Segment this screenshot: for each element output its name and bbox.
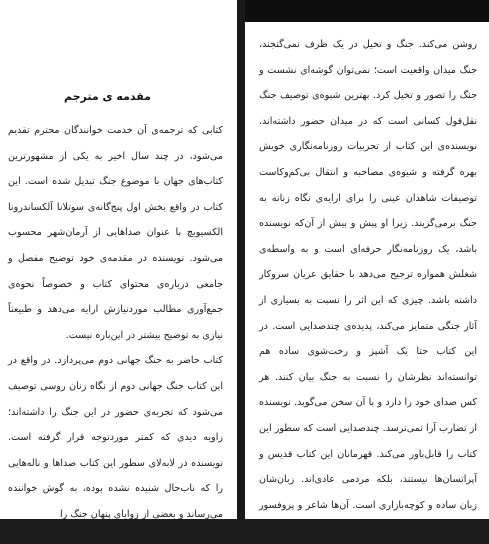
top-bar bbox=[245, 0, 489, 22]
preface-paragraph-1: کتابی که ترجمه‌ی آن خدمت خوانندگان محترم تقدیم می‌شود، در چند سال اخیر به یکی از مشهورترین کتاب‌های جهان با موضوع جنگ تبدیل شده است. این کتاب در واقع بخش اول پنج‌گانه‌ی سوتلانا آلکساندرونا الکسیویچ با عنوان صداهایی از آرمان‌شهر محسوب می‌شود. نویسنده در مقدمه‌ی خود توضیح مفصل و جامعی درباره‌ی محتوای کتاب و خصوصاً نحوه‌ی جمع‌آوری مطالب موردنیازش ارایه می‌دهد و طبیعتاً نیازی به توضیح بیشتر در این‌باره نیست. bbox=[8, 125, 223, 341]
preface-paragraph-2: کتاب حاضر به جنگ جهانی دوم می‌پردازد. در واقع در این کتاب جنگ جهانی دوم از نگاه زنان روسی توصیف می‌شود که تجربه‌ی حضور در این جنگ را داشته‌اند؛ زاویه دیدی که کمتر موردتوجه قرار گرفته است. نویسنده در لابه‌لای سطور این کتاب صداها و ناله‌هایی را که ناب‌حال شنیده نشده بوده، به گوش خواننده می‌رساند و بعضی از زوایای پنهان جنگ را bbox=[8, 355, 223, 520]
right-page bbox=[245, 0, 489, 537]
right-page-paragraph: روشن می‌کند. جنگ و تخیل در یک ظرف نمی‌گنجند، جنگ میدان واقعیت است؛ نمی‌توان گوشه‌ای نشست و جنگ را تصور و تخیل کرد. بهترین شیوه‌ی توصیف جنگ نقل‌قول کسانی است که در میدان حضور داشته‌اند. نویسنده‌ی این کتاب از تجربیات روزنامه‌نگاری خویش بهره گرفته و شیوه‌ی مصاحبه و انتقال بی‌کم‌وکاست توصیفات شاهدان عینی را برای ارایه‌ی نگاه زنانه به جنگ برمی‌گزیند. زیرا او پیش و بیش از آن‌که نویسنده باشد، یک روزنامه‌نگار حرفه‌ای است و به واسطه‌ی شغلش همواره ترجیح می‌دهد با حقایق عریان سروکار داشته باشد. چیزی که این اثر را نسبت به بسیاری از آثار جنگی متمایز می‌کند، پدیده‌ی چندصدایی است. در این کتاب حتا یک آشپز و رخت‌شوی ساده هم توانسته‌اند نظرشان را نسبت به جنگ بیان کنند. هر کس صدای خود را دارد و با آن سخن می‌گوید. نویسنده از تضارب آرا نمی‌ترسد. چندصدایی است که سطور این کتاب را قابل‌باور می‌کند. قهرمانان این کتاب قدیس و آپراتسان‌ها نیستند، بلکه مردمی عادی‌اند. زبان‌شان زبان ساده و کوچه‌بازاری است. آن‌ها شاعر و پروفسور و سیاستمدار bbox=[259, 39, 477, 537]
translator-preface-heading: مقدمه ی مترجم bbox=[63, 90, 151, 103]
left-page-body bbox=[8, 118, 223, 528]
right-page-body bbox=[259, 32, 477, 544]
left-page bbox=[0, 0, 237, 519]
